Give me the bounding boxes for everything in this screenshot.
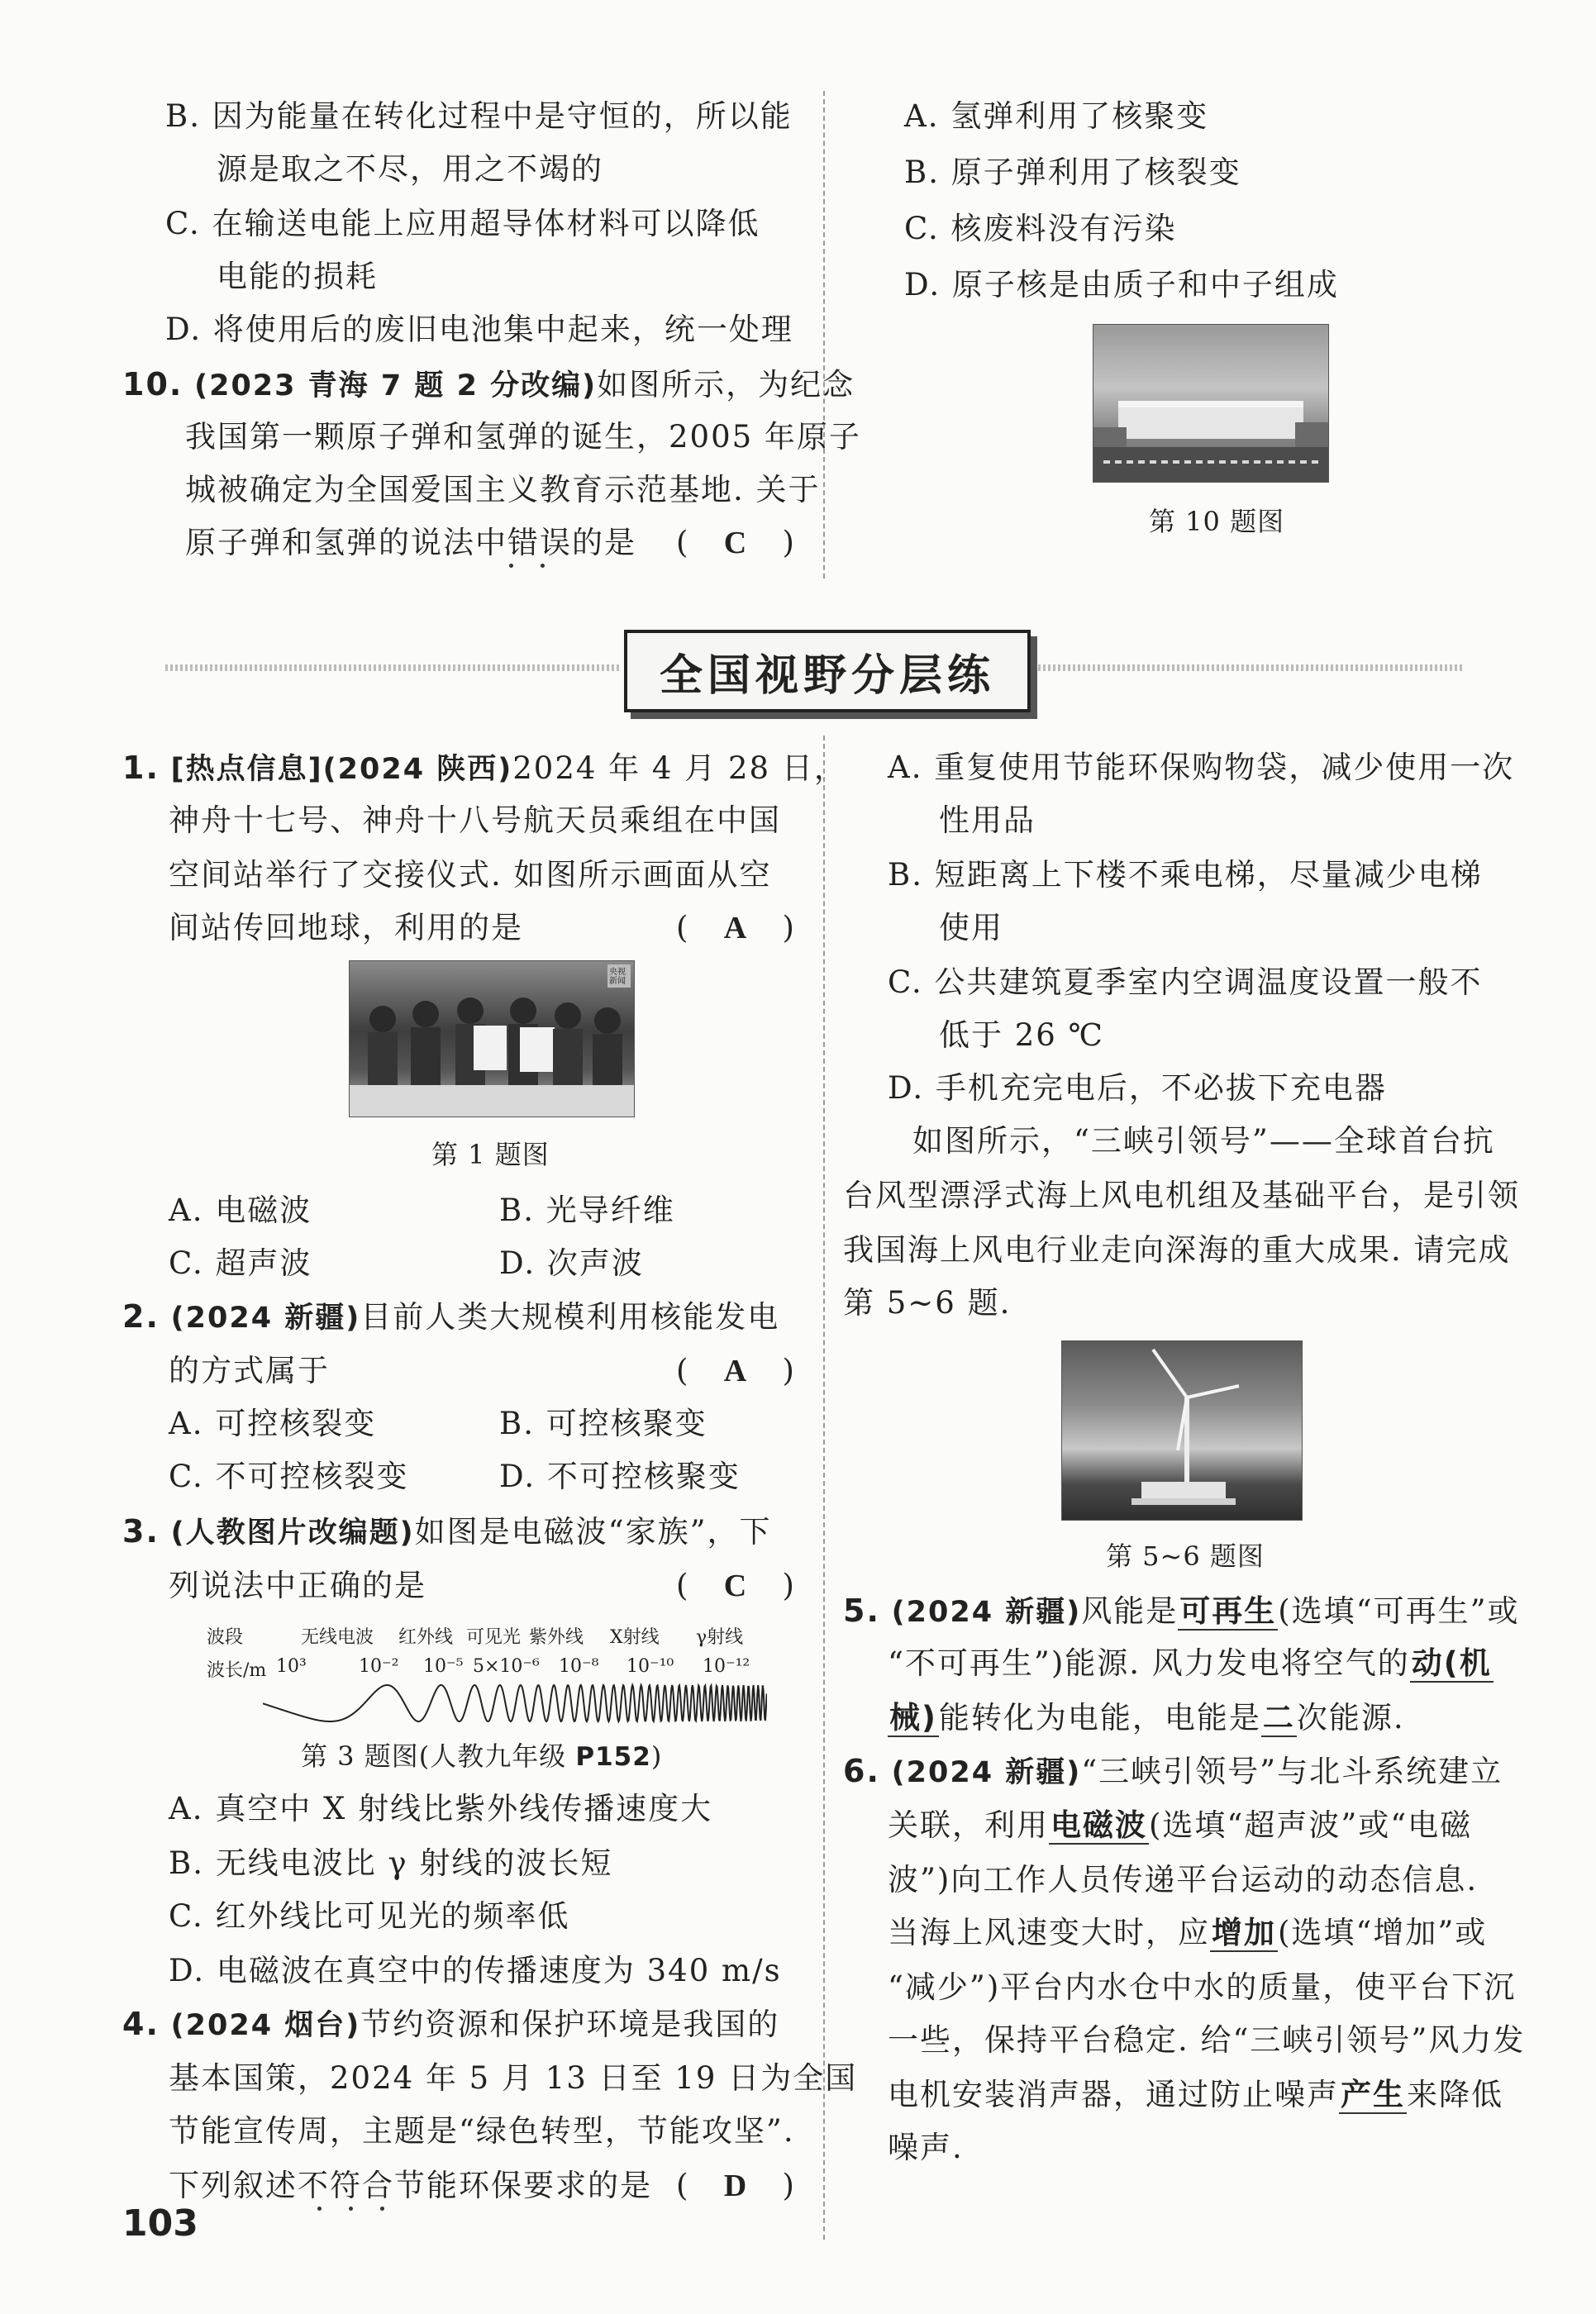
q2-option-b: B. 可控核聚变	[499, 1406, 707, 1441]
q4-option-a-line2: 性用品	[939, 802, 1036, 838]
wavelength-value: 10⁻¹²	[703, 1656, 750, 1677]
wavelength-value: 5×10⁻⁶	[473, 1656, 540, 1677]
q5-source: (2024 新疆)	[891, 1596, 1082, 1629]
q6-line3: 波”)向工作人员传递平台运动的动态信息.	[888, 1862, 1479, 1897]
q2-answer: ( A )	[676, 1353, 796, 1388]
band-infrared: 红外线	[398, 1627, 454, 1648]
q3-line2: 列说法中正确的是	[169, 1568, 426, 1603]
q6-line2: 关联，利用电磁波(选填“超声波”或“电磁	[888, 1807, 1473, 1843]
q9-option-b-line1: B. 因为能量在转化过程中是守恒的，所以能	[165, 98, 793, 134]
q6-blank-3: 产生	[1341, 2077, 1405, 2112]
top-column-divider	[823, 91, 825, 578]
q1-answer: ( A )	[676, 910, 796, 945]
q2-option-a: A. 可控核裂变	[169, 1406, 377, 1441]
band-gamma: γ射线	[696, 1627, 744, 1648]
q10-option-b: B. 原子弹利用了核裂变	[904, 155, 1241, 190]
q10-option-a: A. 氢弹利用了核聚变	[904, 98, 1209, 134]
q4-option-c-line2: 低于 26 ℃	[939, 1017, 1104, 1053]
q6-line8: 噪声.	[888, 2130, 964, 2165]
q2-text: 目前人类大规模利用核能发电	[360, 1299, 780, 1335]
wavelength-value: 10⁻⁵	[423, 1656, 464, 1677]
passage-line3: 我国海上风电行业走向深海的重大成果. 请完成	[843, 1232, 1511, 1268]
monument-building-icon	[1093, 325, 1328, 482]
q4-line4: 下列叙述不符合节能环保要求的是	[169, 2168, 652, 2203]
q2-source: (2024 新疆)	[170, 1302, 361, 1335]
q1-photo	[349, 960, 635, 1117]
q2-number: 2.	[122, 1298, 160, 1335]
band-xray: X射线	[610, 1627, 660, 1648]
section-banner: 全国视野分层练	[624, 630, 1031, 712]
q10-source: (2023 青海 7 题 2 分改编)	[194, 369, 598, 402]
emphasis-dot	[509, 564, 513, 568]
q1-number: 1.	[122, 750, 160, 786]
emphasis-dot	[349, 2207, 353, 2211]
spectrum-wavelength-label: 波长/m	[207, 1660, 267, 1681]
q4-answer: ( D )	[676, 2168, 796, 2203]
q1-option-c: C. 超声波	[169, 1245, 312, 1281]
q9-option-d: D. 将使用后的废旧电池集中起来，统一处理	[165, 312, 793, 347]
q6-line7: 电机安装消声器，通过防止噪声产生来降低	[888, 2077, 1503, 2112]
passage-line4: 第 5~6 题.	[843, 1285, 1012, 1321]
q6-line5: “减少”)平台内水仓中水的质量，使平台下沉	[888, 1969, 1517, 2005]
q5-line3: 械)能转化为电能，电能是二次能源.	[889, 1700, 1405, 1736]
q6-line6: 一些，保持平台稳定. 给“三峡引领号”风力发	[888, 2022, 1526, 2058]
q1-option-d: D. 次声波	[499, 1245, 644, 1281]
emphasis-dot	[380, 2207, 384, 2211]
passage-line1: 如图所示，“三峡引领号”——全球首台抗	[912, 1123, 1495, 1159]
q10-caption: 第 10 题图	[1149, 506, 1285, 537]
q4-option-b-line1: B. 短距离上下楼不乘电梯，尽量减少电梯	[888, 857, 1483, 893]
q3-option-d: D. 电磁波在真空中的传播速度为 340 m/s	[169, 1953, 782, 1988]
q3-option-c: C. 红外线比可见光的频率低	[169, 1898, 570, 1934]
q3-option-a: A. 真空中 X 射线比紫外线传播速度大	[169, 1791, 713, 1826]
q2-line2: 的方式属于	[169, 1353, 330, 1388]
q10-text: 如图所示，为纪念	[597, 367, 855, 402]
q9-option-c-line1: C. 在输送电能上应用超导体材料可以降低	[165, 206, 760, 241]
q1-option-a: A. 电磁波	[169, 1193, 312, 1228]
wavelength-value: 10⁻⁸	[559, 1656, 599, 1677]
band-visible: 可见光	[466, 1627, 522, 1648]
astronaut-crew-icon	[350, 961, 634, 1117]
emphasis-dot	[541, 564, 545, 568]
q3-number: 3.	[122, 1513, 160, 1550]
q4-line1	[122, 2008, 779, 2040]
q6-source: (2024 新疆)	[891, 1756, 1082, 1789]
q10-number: 10.	[122, 366, 183, 402]
q5-6-caption: 第 5~6 题图	[1106, 1540, 1265, 1572]
q10-line1	[122, 366, 855, 402]
q2-line1	[122, 1298, 780, 1335]
q2-option-d: D. 不可控核聚变	[499, 1459, 741, 1494]
q1-line3: 空间站举行了交接仪式. 如图所示画面从空	[169, 857, 772, 893]
q5-blank-2: 动(机	[1411, 1645, 1492, 1681]
q9-option-c-line2: 电能的损耗	[217, 259, 378, 294]
band-ultraviolet: 紫外线	[529, 1627, 584, 1648]
q10-answer: ( C )	[676, 525, 796, 560]
q4-line3: 节能宣传周，主题是“绿色转型，节能攻坚”.	[169, 2113, 795, 2149]
q6-number: 6.	[843, 1753, 880, 1789]
q3-option-b: B. 无线电波比 γ 射线的波长短	[169, 1845, 613, 1881]
q10-line2: 我国第一颗原子弹和氢弹的诞生，2005 年原子	[185, 419, 861, 455]
q1-text: 2024 年 4 月 28 日，	[512, 750, 846, 786]
q1-option-b: B. 光导纤维	[499, 1193, 675, 1228]
q3-line1	[122, 1513, 772, 1550]
q1-caption: 第 1 题图	[431, 1139, 550, 1170]
wind-turbine-photo	[1061, 1340, 1303, 1521]
q6-blank-2: 增加	[1212, 1915, 1276, 1950]
q5-blank-1: 可再生	[1179, 1593, 1277, 1629]
q4-option-c-line1: C. 公共建筑夏季室内空调温度设置一般不	[888, 964, 1483, 1000]
bottom-column-divider	[823, 736, 825, 2240]
banner-right-rule	[1033, 664, 1463, 671]
q4-option-d: D. 手机充完电后，不必拔下充电器	[888, 1070, 1387, 1106]
q5-line1: 5. (2024 新疆)风能是可再生(选填“可再生”或	[843, 1593, 1520, 1629]
q6-blank-1: 电磁波	[1051, 1807, 1147, 1843]
q1-line4: 间站传回地球，利用的是	[169, 910, 523, 945]
q9-option-b-line2: 源是取之不尽，用之不竭的	[217, 151, 603, 187]
q6-line1: 6. (2024 新疆)“三峡引领号”与北斗系统建立	[843, 1753, 1503, 1789]
q3-text: 如图是电磁波“家族”，下	[414, 1514, 772, 1550]
emphasis-dot	[317, 2207, 322, 2211]
q10-option-c: C. 核废料没有污染	[904, 211, 1177, 246]
spectrum-band-label: 波段	[207, 1627, 244, 1648]
wavelength-value: 10⁻¹⁰	[626, 1656, 674, 1677]
q3-caption: 第 3 题图(人教九年级 P152)	[301, 1740, 663, 1772]
q10-line3: 城被确定为全国爱国主义教育示范基地. 关于	[185, 472, 821, 507]
q4-source: (2024 烟台)	[170, 2009, 361, 2042]
q5-line2: “不可再生”)能源. 风力发电将空气的动(机	[888, 1645, 1492, 1681]
wind-turbine-icon	[1062, 1341, 1302, 1520]
q6-line4: 当海上风速变大时，应增加(选填“增加”或	[888, 1915, 1488, 1950]
q2-option-c: C. 不可控核裂变	[169, 1459, 409, 1494]
q1-tag: [热点信息]	[170, 753, 323, 786]
q4-number: 4.	[122, 2006, 160, 2042]
q3-answer: ( C )	[676, 1568, 796, 1603]
q1-line1	[122, 752, 846, 784]
q3-source: (人教图片改编题)	[170, 1516, 415, 1550]
q10-option-d: D. 原子核是由质子和中子组成	[904, 267, 1339, 302]
q5-number: 5.	[843, 1593, 880, 1629]
q4-text: 节约资源和保护环境是我国的	[360, 2007, 780, 2042]
q5-blank-2-cont: 械)	[889, 1700, 937, 1736]
band-radio: 无线电波	[301, 1627, 374, 1648]
q1-line2: 神舟十七号、神舟十八号航天员乘组在中国	[169, 802, 781, 838]
q5-blank-3: 二	[1262, 1700, 1295, 1736]
q4-option-a-line1: A. 重复使用节能环保购物袋，减少使用一次	[888, 750, 1515, 785]
wavelength-value: 10³	[276, 1656, 307, 1677]
spectrum-wave	[263, 1679, 767, 1727]
tv-logo: 央视新闻	[609, 968, 626, 986]
page-number: 103	[122, 2202, 198, 2245]
passage-line2: 台风型漂浮式海上风电机组及基础平台，是引领	[843, 1178, 1520, 1213]
q10-photo	[1093, 324, 1329, 483]
q10-line4: 原子弹和氢弹的说法中错误的是	[185, 525, 636, 560]
banner-left-rule	[165, 664, 620, 671]
q4-line2: 基本国策，2024 年 5 月 13 日至 19 日为全国	[169, 2060, 858, 2096]
q1-source: (2024 陕西)	[322, 753, 513, 786]
wavelength-value: 10⁻²	[359, 1656, 399, 1677]
q4-option-b-line2: 使用	[939, 910, 1003, 945]
